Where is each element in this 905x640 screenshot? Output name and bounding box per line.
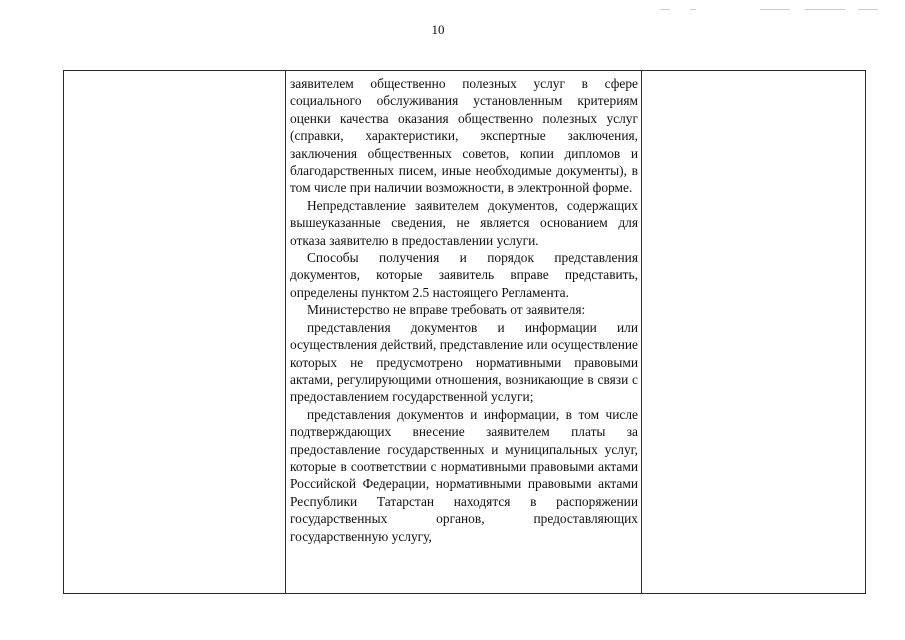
paragraph-ministry-restrictions: Министерство не вправе требовать от заявителя:: [307, 302, 586, 318]
scan-mark: [760, 9, 790, 10]
paragraph-submission-methods: Способы получения и порядок представления документов, которые заявитель вправе представить, определены пунктом 2.5 настоящего Регламента.: [290, 250, 638, 300]
scan-mark: [805, 9, 845, 10]
scan-mark: [660, 9, 670, 10]
table-cell-left: [64, 71, 286, 593]
paragraph-non-submission: Непредставление заявителем документов, содержащих вышеуказанные сведения, не является основанием для отказа заявителю в предоставлении услуги.: [290, 197, 638, 248]
table-cell-middle: [286, 71, 642, 593]
paragraph-continuation: заявителем общественно полезных услуг в сфере социального обслуживания установленным критериям оценки качества оказания общественно полезных услуг (справки, характеристики, экспертные заключения, заключения общественных советов, копии дипломов и благодарственных писем, иные необходимые документы), в том числе при наличии возможности, в электронной форме.: [290, 76, 638, 196]
scan-mark: [690, 9, 696, 10]
scan-mark: [858, 9, 878, 10]
table-cell-right: [642, 71, 865, 593]
regulation-table: [63, 70, 866, 594]
page-number: 10: [431, 22, 445, 37]
paragraph-restriction-2: представления документов и информации, в том числе подтверждающих внесение заявителем платы за предоставление государственных и муниципальных услуг, которые в соответствии с нормативными правовыми актами Российской Федерации, нормативными правовыми актами Республики Татарстан находятся в распоряжении государственных органов, предоставляющих государственную услугу,: [290, 406, 638, 544]
paragraph-restriction-1: представления документов и информации или осуществления действий, представление или осуществление которых не предусмотрено нормативными правовыми актами, регулирующими отношения, возникающие в связи с предоставлением государственной услуги;: [290, 319, 638, 405]
